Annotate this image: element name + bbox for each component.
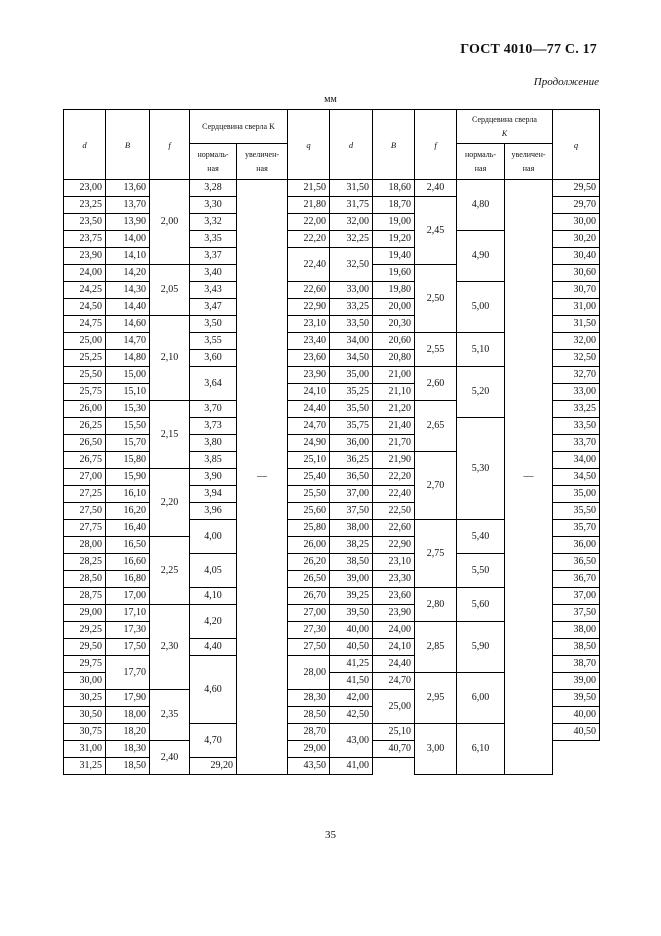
col-header-q: q [288, 110, 330, 180]
left-q-cell: 25,60 [288, 503, 330, 520]
left-f-cell: 2,00 [150, 180, 190, 265]
col-header-q-right: q [553, 110, 600, 180]
left-d-cell: 24,50 [64, 299, 106, 316]
left-q-cell: 25,50 [288, 486, 330, 503]
left-normal-cell: 3,94 [190, 486, 237, 503]
col-header-normal-right [457, 144, 505, 180]
left-q-cell: 25,10 [288, 452, 330, 469]
right-B-cell: 19,00 [373, 214, 415, 231]
left-d-cell: 25,00 [64, 333, 106, 350]
left-q-cell: 28,70 [288, 724, 330, 741]
right-q-cell: 34,50 [553, 469, 600, 486]
increased-line2: ная [256, 163, 268, 173]
right-d-cell: 35,00 [330, 367, 373, 384]
right-B-cell: 21,20 [373, 401, 415, 418]
right-q-cell: 29,50 [553, 180, 600, 197]
left-normal-cell: 3,64 [190, 367, 237, 401]
left-q-cell: 27,00 [288, 605, 330, 622]
normal-line2: ная [207, 163, 219, 173]
right-B-cell: 20,30 [373, 316, 415, 333]
left-q-cell: 24,70 [288, 418, 330, 435]
left-normal-cell: 3,37 [190, 248, 237, 265]
document-header: ГОСТ 4010—77 С. 17 [460, 42, 597, 57]
col-header-B-right: B [373, 110, 415, 180]
left-d-cell: 26,00 [64, 401, 106, 418]
left-q-cell: 22,00 [288, 214, 330, 231]
left-f-cell: 2,30 [150, 605, 190, 690]
right-B-cell: 18,60 [373, 180, 415, 197]
left-B-cell: 14,70 [106, 333, 150, 350]
right-B-cell: 18,70 [373, 197, 415, 214]
right-d-cell: 39,25 [330, 588, 373, 605]
left-d-cell: 28,75 [64, 588, 106, 605]
normal-line2: ная [474, 163, 487, 173]
left-B-cell: 14,60 [106, 316, 150, 333]
left-B-cell: 17,10 [106, 605, 150, 622]
right-B-cell: 24,40 [373, 656, 415, 673]
right-d-cell: 34,00 [330, 333, 373, 350]
right-d-cell: 43,50 [288, 758, 330, 775]
right-B-cell: 24,00 [373, 622, 415, 639]
left-q-cell: 27,50 [288, 639, 330, 656]
left-B-cell: 15,50 [106, 418, 150, 435]
left-normal-cell: 3,32 [190, 214, 237, 231]
right-f-cell: 2,80 [415, 588, 457, 622]
right-q-cell: 30,70 [553, 282, 600, 299]
right-B-cell: 20,60 [373, 333, 415, 350]
left-normal-cell: 3,47 [190, 299, 237, 316]
unit-label: мм [324, 94, 337, 105]
right-d-cell: 39,00 [330, 571, 373, 588]
right-B-cell: 25,00 [373, 690, 415, 724]
left-d-cell: 30,75 [64, 724, 106, 741]
right-B-cell: 24,70 [373, 673, 415, 690]
right-d-cell: 32,00 [330, 214, 373, 231]
right-f-cell: 2,70 [415, 452, 457, 520]
left-q-cell: 23,60 [288, 350, 330, 367]
right-B-cell: 22,90 [373, 537, 415, 554]
table-row [64, 180, 600, 197]
left-f-cell: 2,10 [150, 316, 190, 401]
left-normal-cell: 3,50 [190, 316, 237, 333]
right-normal-cell: 5,10 [457, 333, 505, 367]
right-d-cell: 37,00 [330, 486, 373, 503]
left-d-cell: 27,00 [64, 469, 106, 486]
left-B-cell: 14,30 [106, 282, 150, 299]
increased-line1: увеличен- [511, 149, 546, 159]
left-q-cell: 26,50 [288, 571, 330, 588]
right-B-cell: 23,60 [373, 588, 415, 605]
right-q-cell: 37,00 [553, 588, 600, 605]
right-q-cell: 29,70 [553, 197, 600, 214]
left-f-cell: 2,15 [150, 401, 190, 469]
right-d-cell: 34,50 [330, 350, 373, 367]
right-B-cell: 22,50 [373, 503, 415, 520]
right-d-cell: 40,50 [330, 639, 373, 656]
left-B-cell: 15,90 [106, 469, 150, 486]
right-d-cell: 42,50 [330, 707, 373, 724]
left-d-cell: 27,50 [64, 503, 106, 520]
right-d-cell: 39,50 [330, 605, 373, 622]
left-d-cell: 23,25 [64, 197, 106, 214]
left-B-cell: 15,30 [106, 401, 150, 418]
col-header-increased-right [505, 144, 553, 180]
right-d-cell: 41,50 [330, 673, 373, 690]
right-q-cell: 38,50 [553, 639, 600, 656]
right-q-cell: 30,20 [553, 231, 600, 248]
normal-line1: нормаль- [197, 149, 229, 159]
left-normal-cell: 4,00 [190, 520, 237, 554]
left-normal-cell: 4,10 [190, 588, 237, 605]
right-d-cell: 36,50 [330, 469, 373, 486]
right-q-cell: 35,70 [553, 520, 600, 537]
right-d-cell: 43,00 [330, 724, 373, 758]
left-B-cell: 17,30 [106, 622, 150, 639]
col-header-f-right: f [415, 110, 457, 180]
right-increased-cell: — [505, 180, 553, 775]
right-B-cell: 20,80 [373, 350, 415, 367]
left-q-cell: 26,20 [288, 554, 330, 571]
right-d-cell: 38,50 [330, 554, 373, 571]
left-d-cell: 30,00 [64, 673, 106, 690]
right-d-cell: 35,50 [330, 401, 373, 418]
right-d-cell: 36,00 [330, 435, 373, 452]
left-q-cell: 23,10 [288, 316, 330, 333]
left-q-cell: 22,90 [288, 299, 330, 316]
left-q-cell: 28,30 [288, 690, 330, 707]
left-normal-cell: 3,96 [190, 503, 237, 520]
left-d-cell: 25,75 [64, 384, 106, 401]
right-q-cell: 30,60 [553, 265, 600, 282]
right-f-cell: 3,00 [415, 724, 457, 775]
left-normal-cell: 3,60 [190, 350, 237, 367]
left-q-cell: 21,50 [288, 180, 330, 197]
left-B-cell: 17,00 [106, 588, 150, 605]
col-header-core-group: Сердцевина сверла K [190, 110, 288, 144]
right-normal-cell: 5,90 [457, 622, 505, 673]
continuation-label: Продолжение [533, 76, 599, 88]
left-d-cell: 23,50 [64, 214, 106, 231]
left-q-cell: 26,00 [288, 537, 330, 554]
right-f-cell: 2,95 [415, 673, 457, 724]
right-f-cell: 2,40 [415, 180, 457, 197]
right-d-cell: 33,00 [330, 282, 373, 299]
page-number: 35 [325, 829, 336, 841]
left-d-cell: 31,25 [64, 758, 106, 775]
left-B-cell: 14,00 [106, 231, 150, 248]
left-B-cell: 18,50 [106, 758, 150, 775]
left-d-cell: 27,75 [64, 520, 106, 537]
left-q-cell: 28,50 [288, 707, 330, 724]
right-f-cell: 2,85 [415, 622, 457, 673]
left-B-cell: 16,80 [106, 571, 150, 588]
increased-line2: ная [522, 163, 535, 173]
right-d-cell: 35,75 [330, 418, 373, 435]
right-B-cell: 22,60 [373, 520, 415, 537]
right-f-cell: 2,60 [415, 367, 457, 401]
left-d-cell: 30,50 [64, 707, 106, 724]
right-normal-cell: 5,50 [457, 554, 505, 588]
left-q-cell: 25,40 [288, 469, 330, 486]
col-header-B: B [106, 110, 150, 180]
right-B-cell: 21,10 [373, 384, 415, 401]
left-B-cell: 15,80 [106, 452, 150, 469]
right-q-cell: 39,00 [553, 673, 600, 690]
col-header-core-group-right [457, 110, 553, 144]
left-q-cell: 24,90 [288, 435, 330, 452]
right-B-cell: 19,40 [373, 248, 415, 265]
right-B-cell: 24,10 [373, 639, 415, 656]
right-f-cell: 2,65 [415, 401, 457, 452]
right-B-cell: 21,40 [373, 418, 415, 435]
right-d-cell: 36,25 [330, 452, 373, 469]
right-normal-cell: 6,00 [457, 673, 505, 724]
left-normal-cell: 3,43 [190, 282, 237, 299]
right-f-cell: 2,75 [415, 520, 457, 588]
left-normal-cell: 4,05 [190, 554, 237, 588]
right-d-cell: 40,00 [330, 622, 373, 639]
left-d-cell: 28,00 [64, 537, 106, 554]
left-d-cell: 29,25 [64, 622, 106, 639]
increased-line1: увеличен- [244, 149, 280, 159]
right-q-cell: 32,00 [553, 333, 600, 350]
left-d-cell: 23,75 [64, 231, 106, 248]
left-B-cell: 18,20 [106, 724, 150, 741]
drill-dimensions-table [63, 109, 600, 775]
left-d-cell: 30,25 [64, 690, 106, 707]
left-d-cell: 28,50 [64, 571, 106, 588]
right-d-cell: 38,00 [330, 520, 373, 537]
left-normal-cell: 3,85 [190, 452, 237, 469]
left-normal-cell: 3,55 [190, 333, 237, 350]
core-group-line2: K [501, 128, 508, 138]
col-header-normal [190, 144, 237, 180]
right-B-cell: 19,80 [373, 282, 415, 299]
left-d-cell: 26,25 [64, 418, 106, 435]
left-B-cell: 15,70 [106, 435, 150, 452]
right-B-cell: 22,20 [373, 469, 415, 486]
left-d-cell: 26,75 [64, 452, 106, 469]
left-normal-cell: 3,73 [190, 418, 237, 435]
left-q-cell: 24,10 [288, 384, 330, 401]
left-d-cell: 28,25 [64, 554, 106, 571]
right-B-cell: 21,00 [373, 367, 415, 384]
right-q-cell: 31,50 [553, 316, 600, 333]
right-q-cell: 31,00 [553, 299, 600, 316]
right-q-cell: 36,00 [553, 537, 600, 554]
left-normal-cell: 3,35 [190, 231, 237, 248]
right-normal-cell: 5,60 [457, 588, 505, 622]
right-q-cell: 37,50 [553, 605, 600, 622]
left-f-cell: 2,35 [150, 690, 190, 741]
right-q-cell: 36,50 [553, 554, 600, 571]
left-q-cell: 21,80 [288, 197, 330, 214]
right-normal-cell: 5,40 [457, 520, 505, 554]
right-q-cell: 34,00 [553, 452, 600, 469]
left-B-cell: 17,50 [106, 639, 150, 656]
right-q-cell: 32,50 [553, 350, 600, 367]
right-d-cell: 38,25 [330, 537, 373, 554]
right-q-cell: 38,00 [553, 622, 600, 639]
right-q-cell: 40,50 [553, 724, 600, 741]
right-q-cell: 36,70 [553, 571, 600, 588]
left-B-cell: 17,70 [106, 656, 150, 690]
left-B-cell: 16,20 [106, 503, 150, 520]
right-B-cell: 25,10 [373, 724, 415, 741]
left-d-cell: 29,00 [64, 605, 106, 622]
right-d-cell: 41,25 [330, 656, 373, 673]
left-normal-cell: 3,90 [190, 469, 237, 486]
right-q-cell: 33,00 [553, 384, 600, 401]
right-q-cell: 33,25 [553, 401, 600, 418]
left-B-cell: 14,80 [106, 350, 150, 367]
left-B-cell: 13,70 [106, 197, 150, 214]
left-q-cell: 23,40 [288, 333, 330, 350]
right-B-cell: 19,60 [373, 265, 415, 282]
right-q-cell: 40,00 [553, 707, 600, 724]
right-q-cell: 32,70 [553, 367, 600, 384]
left-q-cell: 27,30 [288, 622, 330, 639]
right-B-cell: 23,90 [373, 605, 415, 622]
right-q-cell: 30,00 [553, 214, 600, 231]
right-normal-cell: 4,90 [457, 231, 505, 282]
left-d-cell: 24,75 [64, 316, 106, 333]
left-B-cell: 13,90 [106, 214, 150, 231]
right-q-cell: 38,70 [553, 656, 600, 673]
left-d-cell: 25,25 [64, 350, 106, 367]
right-normal-cell: 5,20 [457, 367, 505, 418]
right-q-cell: 33,70 [553, 435, 600, 452]
left-B-cell: 13,60 [106, 180, 150, 197]
right-f-cell: 2,50 [415, 265, 457, 333]
right-B-cell: 21,90 [373, 452, 415, 469]
right-f-cell: 2,45 [415, 197, 457, 265]
left-q-cell: 24,40 [288, 401, 330, 418]
right-f-cell: 2,55 [415, 333, 457, 367]
right-q-cell: 39,50 [553, 690, 600, 707]
col-header-increased [237, 144, 288, 180]
left-B-cell: 16,40 [106, 520, 150, 537]
right-B-cell: 22,40 [373, 486, 415, 503]
left-d-cell: 29,50 [64, 639, 106, 656]
col-header-f: f [150, 110, 190, 180]
right-d-cell: 31,50 [330, 180, 373, 197]
left-f-cell: 2,20 [150, 469, 190, 537]
core-group-line1: Сердцевина сверла [472, 114, 537, 124]
left-f-cell: 2,40 [150, 741, 190, 775]
right-d-cell: 35,25 [330, 384, 373, 401]
right-B-cell: 23,30 [373, 571, 415, 588]
left-d-cell: 27,25 [64, 486, 106, 503]
right-normal-cell: 4,80 [457, 180, 505, 231]
right-d-cell: 32,25 [330, 231, 373, 248]
left-normal-cell: 4,70 [190, 724, 237, 758]
right-d-cell: 33,25 [330, 299, 373, 316]
left-q-cell: 22,60 [288, 282, 330, 299]
left-B-cell: 16,10 [106, 486, 150, 503]
left-q-cell: 29,00 [288, 741, 330, 758]
left-B-cell: 14,20 [106, 265, 150, 282]
left-B-cell: 14,40 [106, 299, 150, 316]
right-d-cell: 31,75 [330, 197, 373, 214]
right-d-cell: 33,50 [330, 316, 373, 333]
normal-line1: нормаль- [464, 149, 497, 159]
left-normal-cell: 4,40 [190, 639, 237, 656]
left-increased-cell: — [237, 180, 288, 775]
left-q-cell: 29,20 [190, 758, 237, 775]
right-normal-cell: 6,10 [457, 724, 505, 775]
left-normal-cell: 3,40 [190, 265, 237, 282]
left-d-cell: 24,00 [64, 265, 106, 282]
col-header-d-right: d [330, 110, 373, 180]
left-f-cell: 2,25 [150, 537, 190, 605]
left-f-cell: 2,05 [150, 265, 190, 316]
left-B-cell: 17,90 [106, 690, 150, 707]
right-normal-cell: 5,30 [457, 418, 505, 520]
left-B-cell: 16,60 [106, 554, 150, 571]
left-normal-cell: 3,80 [190, 435, 237, 452]
left-B-cell: 15,00 [106, 367, 150, 384]
left-d-cell: 29,75 [64, 656, 106, 673]
left-q-cell: 25,80 [288, 520, 330, 537]
right-normal-cell: 5,00 [457, 282, 505, 333]
left-q-cell: 26,70 [288, 588, 330, 605]
left-q-cell: 28,00 [288, 656, 330, 690]
right-d-cell: 32,50 [330, 248, 373, 282]
right-B-cell: 19,20 [373, 231, 415, 248]
right-q-cell: 41,00 [330, 758, 373, 775]
col-header-d: d [64, 110, 106, 180]
right-q-cell: 33,50 [553, 418, 600, 435]
left-q-cell: 23,90 [288, 367, 330, 384]
right-B-cell: 23,10 [373, 554, 415, 571]
left-d-cell: 25,50 [64, 367, 106, 384]
right-d-cell: 42,00 [330, 690, 373, 707]
right-B-cell: 20,00 [373, 299, 415, 316]
left-B-cell: 18,00 [106, 707, 150, 724]
left-d-cell: 23,00 [64, 180, 106, 197]
left-normal-cell: 3,28 [190, 180, 237, 197]
left-normal-cell: 4,60 [190, 656, 237, 724]
left-d-cell: 24,25 [64, 282, 106, 299]
left-B-cell: 16,50 [106, 537, 150, 554]
right-d-cell: 37,50 [330, 503, 373, 520]
left-q-cell: 22,20 [288, 231, 330, 248]
left-normal-cell: 3,70 [190, 401, 237, 418]
left-B-cell: 14,10 [106, 248, 150, 265]
right-q-cell: 30,40 [553, 248, 600, 265]
left-normal-cell: 3,30 [190, 197, 237, 214]
right-q-cell: 40,70 [373, 741, 415, 758]
left-B-cell: 18,30 [106, 741, 150, 758]
left-B-cell: 15,10 [106, 384, 150, 401]
left-normal-cell: 4,20 [190, 605, 237, 639]
left-d-cell: 26,50 [64, 435, 106, 452]
left-d-cell: 23,90 [64, 248, 106, 265]
left-d-cell: 31,00 [64, 741, 106, 758]
right-B-cell: 21,70 [373, 435, 415, 452]
right-q-cell: 35,50 [553, 503, 600, 520]
left-q-cell: 22,40 [288, 248, 330, 282]
right-q-cell: 35,00 [553, 486, 600, 503]
